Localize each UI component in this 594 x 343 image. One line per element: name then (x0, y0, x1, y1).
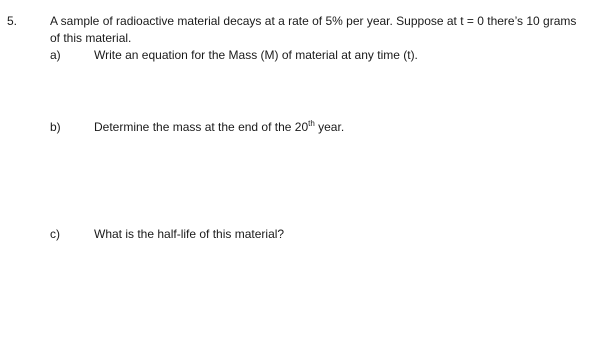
part-b (50, 119, 344, 136)
problem-number: 5. (7, 14, 18, 28)
part-a-text: Write an equation for the Mass (M) of material at any time (t). (94, 48, 418, 62)
part-c (50, 226, 284, 243)
part-b-text-end: year. (314, 120, 345, 134)
part-a-label: a) (50, 48, 61, 62)
part-b-text: Determine the mass at the end of the 20 (94, 120, 309, 134)
problem-stem: A sample of radioactive material decays at a rate of 5% per year. Suppose at t = 0 there’s 10 grams of this material. (50, 14, 577, 45)
part-c-label: c) (50, 227, 60, 241)
part-b-label: b) (50, 120, 61, 134)
part-b-ordinal-suffix: th (308, 119, 315, 128)
part-c-text: What is the half-life of this material? (94, 227, 285, 241)
part-a (50, 47, 418, 64)
